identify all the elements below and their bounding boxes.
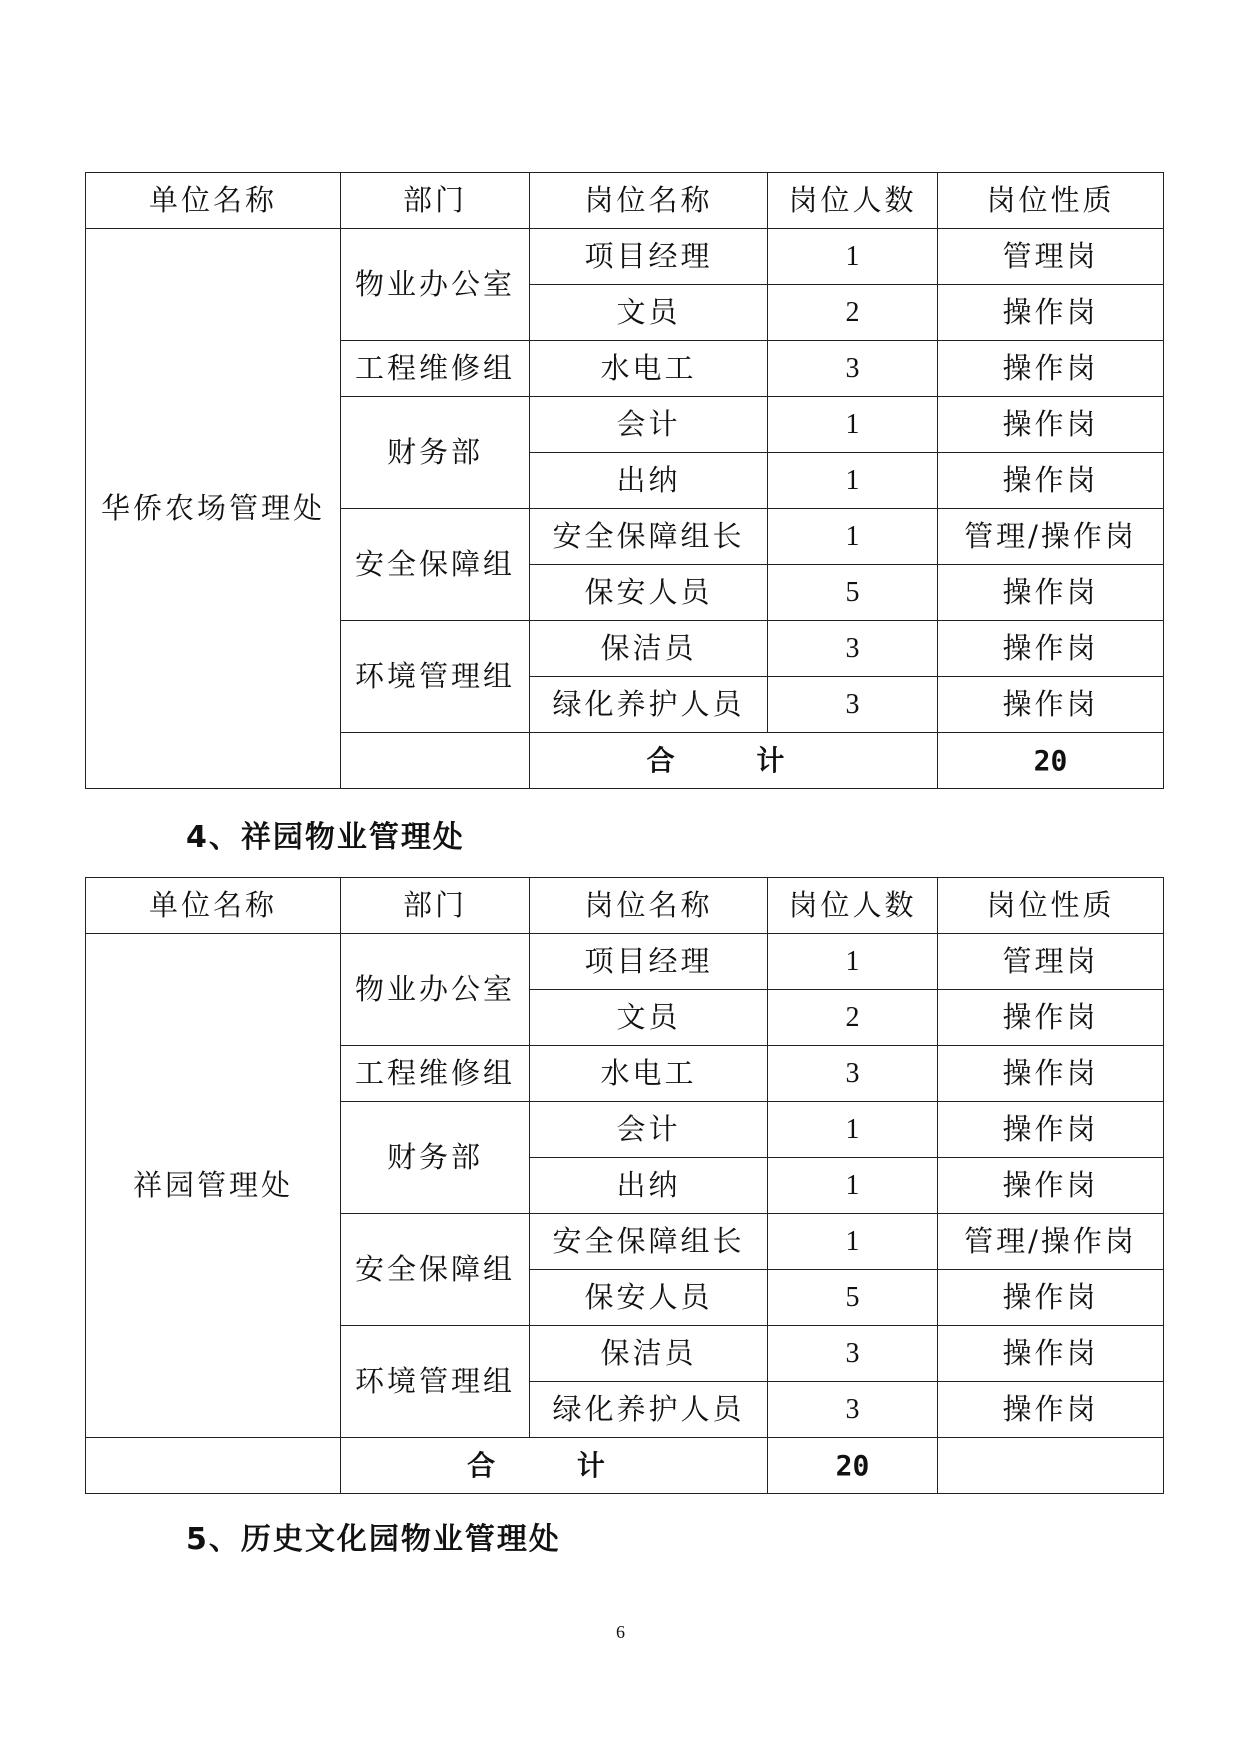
post-nature: 操作岗 (938, 621, 1164, 677)
post-nature: 操作岗 (938, 453, 1164, 509)
header-count: 岗位人数 (768, 173, 938, 229)
dept-name: 财务部 (341, 397, 530, 509)
post-count: 1 (768, 453, 938, 509)
post-name: 绿化养护人员 (530, 1382, 768, 1438)
dept-name: 安全保障组 (341, 509, 530, 621)
total-count: 20 (938, 733, 1164, 789)
table-row (86, 934, 1164, 990)
post-count: 3 (768, 677, 938, 733)
total-label: 合 计 (530, 733, 938, 789)
post-count: 1 (768, 934, 938, 990)
post-name: 保洁员 (530, 1326, 768, 1382)
header-post: 岗位名称 (530, 878, 768, 934)
post-nature: 操作岗 (938, 1270, 1164, 1326)
post-count: 2 (768, 990, 938, 1046)
post-count: 1 (768, 229, 938, 285)
header-row (86, 878, 1164, 934)
post-count: 5 (768, 565, 938, 621)
header-unit: 单位名称 (86, 878, 341, 934)
dept-name: 工程维修组 (341, 1046, 530, 1102)
post-name: 会计 (530, 1102, 768, 1158)
post-nature: 操作岗 (938, 990, 1164, 1046)
header-dept: 部门 (341, 173, 530, 229)
post-name: 出纳 (530, 1158, 768, 1214)
dept-name: 环境管理组 (341, 1326, 530, 1438)
post-count: 1 (768, 509, 938, 565)
post-name: 文员 (530, 285, 768, 341)
post-nature: 管理/操作岗 (938, 1214, 1164, 1270)
page-number: 6 (616, 1622, 625, 1642)
post-count: 1 (768, 1102, 938, 1158)
post-nature: 操作岗 (938, 1046, 1164, 1102)
unit-name: 华侨农场管理处 (86, 229, 341, 789)
post-nature: 操作岗 (938, 285, 1164, 341)
total-empty-cell (341, 733, 530, 789)
header-dept: 部门 (341, 878, 530, 934)
total-count: 20 (768, 1438, 938, 1494)
dept-name: 物业办公室 (341, 229, 530, 341)
dept-name: 安全保障组 (341, 1214, 530, 1326)
post-name: 项目经理 (530, 229, 768, 285)
header-nature: 岗位性质 (938, 878, 1164, 934)
total-empty-cell (86, 1438, 341, 1494)
total-empty-cell (938, 1438, 1164, 1494)
post-name: 水电工 (530, 341, 768, 397)
dept-name: 工程维修组 (341, 341, 530, 397)
post-name: 安全保障组长 (530, 509, 768, 565)
post-name: 水电工 (530, 1046, 768, 1102)
post-count: 5 (768, 1270, 938, 1326)
post-nature: 管理岗 (938, 934, 1164, 990)
post-nature: 管理岗 (938, 229, 1164, 285)
post-name: 保安人员 (530, 565, 768, 621)
post-count: 3 (768, 1046, 938, 1102)
post-name: 会计 (530, 397, 768, 453)
post-nature: 操作岗 (938, 341, 1164, 397)
post-nature: 操作岗 (938, 1158, 1164, 1214)
post-name: 项目经理 (530, 934, 768, 990)
header-post: 岗位名称 (530, 173, 768, 229)
section-heading-4: 4、祥园物业管理处 (186, 820, 465, 855)
post-count: 2 (768, 285, 938, 341)
post-nature: 管理/操作岗 (938, 509, 1164, 565)
post-nature: 操作岗 (938, 565, 1164, 621)
header-row (86, 173, 1164, 229)
header-nature: 岗位性质 (938, 173, 1164, 229)
post-count: 1 (768, 397, 938, 453)
section-heading-5: 5、历史文化园物业管理处 (186, 1522, 561, 1557)
post-count: 3 (768, 1326, 938, 1382)
post-nature: 操作岗 (938, 1102, 1164, 1158)
post-name: 保安人员 (530, 1270, 768, 1326)
dept-name: 财务部 (341, 1102, 530, 1214)
header-count: 岗位人数 (768, 878, 938, 934)
table-row (86, 229, 1164, 285)
post-nature: 操作岗 (938, 1382, 1164, 1438)
post-name: 安全保障组长 (530, 1214, 768, 1270)
post-name: 保洁员 (530, 621, 768, 677)
post-nature: 操作岗 (938, 397, 1164, 453)
post-count: 1 (768, 1214, 938, 1270)
total-label: 合 计 (341, 1438, 768, 1494)
post-count: 3 (768, 1382, 938, 1438)
total-row (86, 1438, 1164, 1494)
post-nature: 操作岗 (938, 1326, 1164, 1382)
post-count: 3 (768, 341, 938, 397)
post-nature: 操作岗 (938, 677, 1164, 733)
staffing-table-xiangyuan (85, 877, 1164, 1494)
dept-name: 环境管理组 (341, 621, 530, 733)
post-count: 1 (768, 1158, 938, 1214)
post-count: 3 (768, 621, 938, 677)
unit-name: 祥园管理处 (86, 934, 341, 1438)
staffing-table-huaqiao (85, 172, 1164, 789)
header-unit: 单位名称 (86, 173, 341, 229)
dept-name: 物业办公室 (341, 934, 530, 1046)
post-name: 绿化养护人员 (530, 677, 768, 733)
post-name: 文员 (530, 990, 768, 1046)
post-name: 出纳 (530, 453, 768, 509)
